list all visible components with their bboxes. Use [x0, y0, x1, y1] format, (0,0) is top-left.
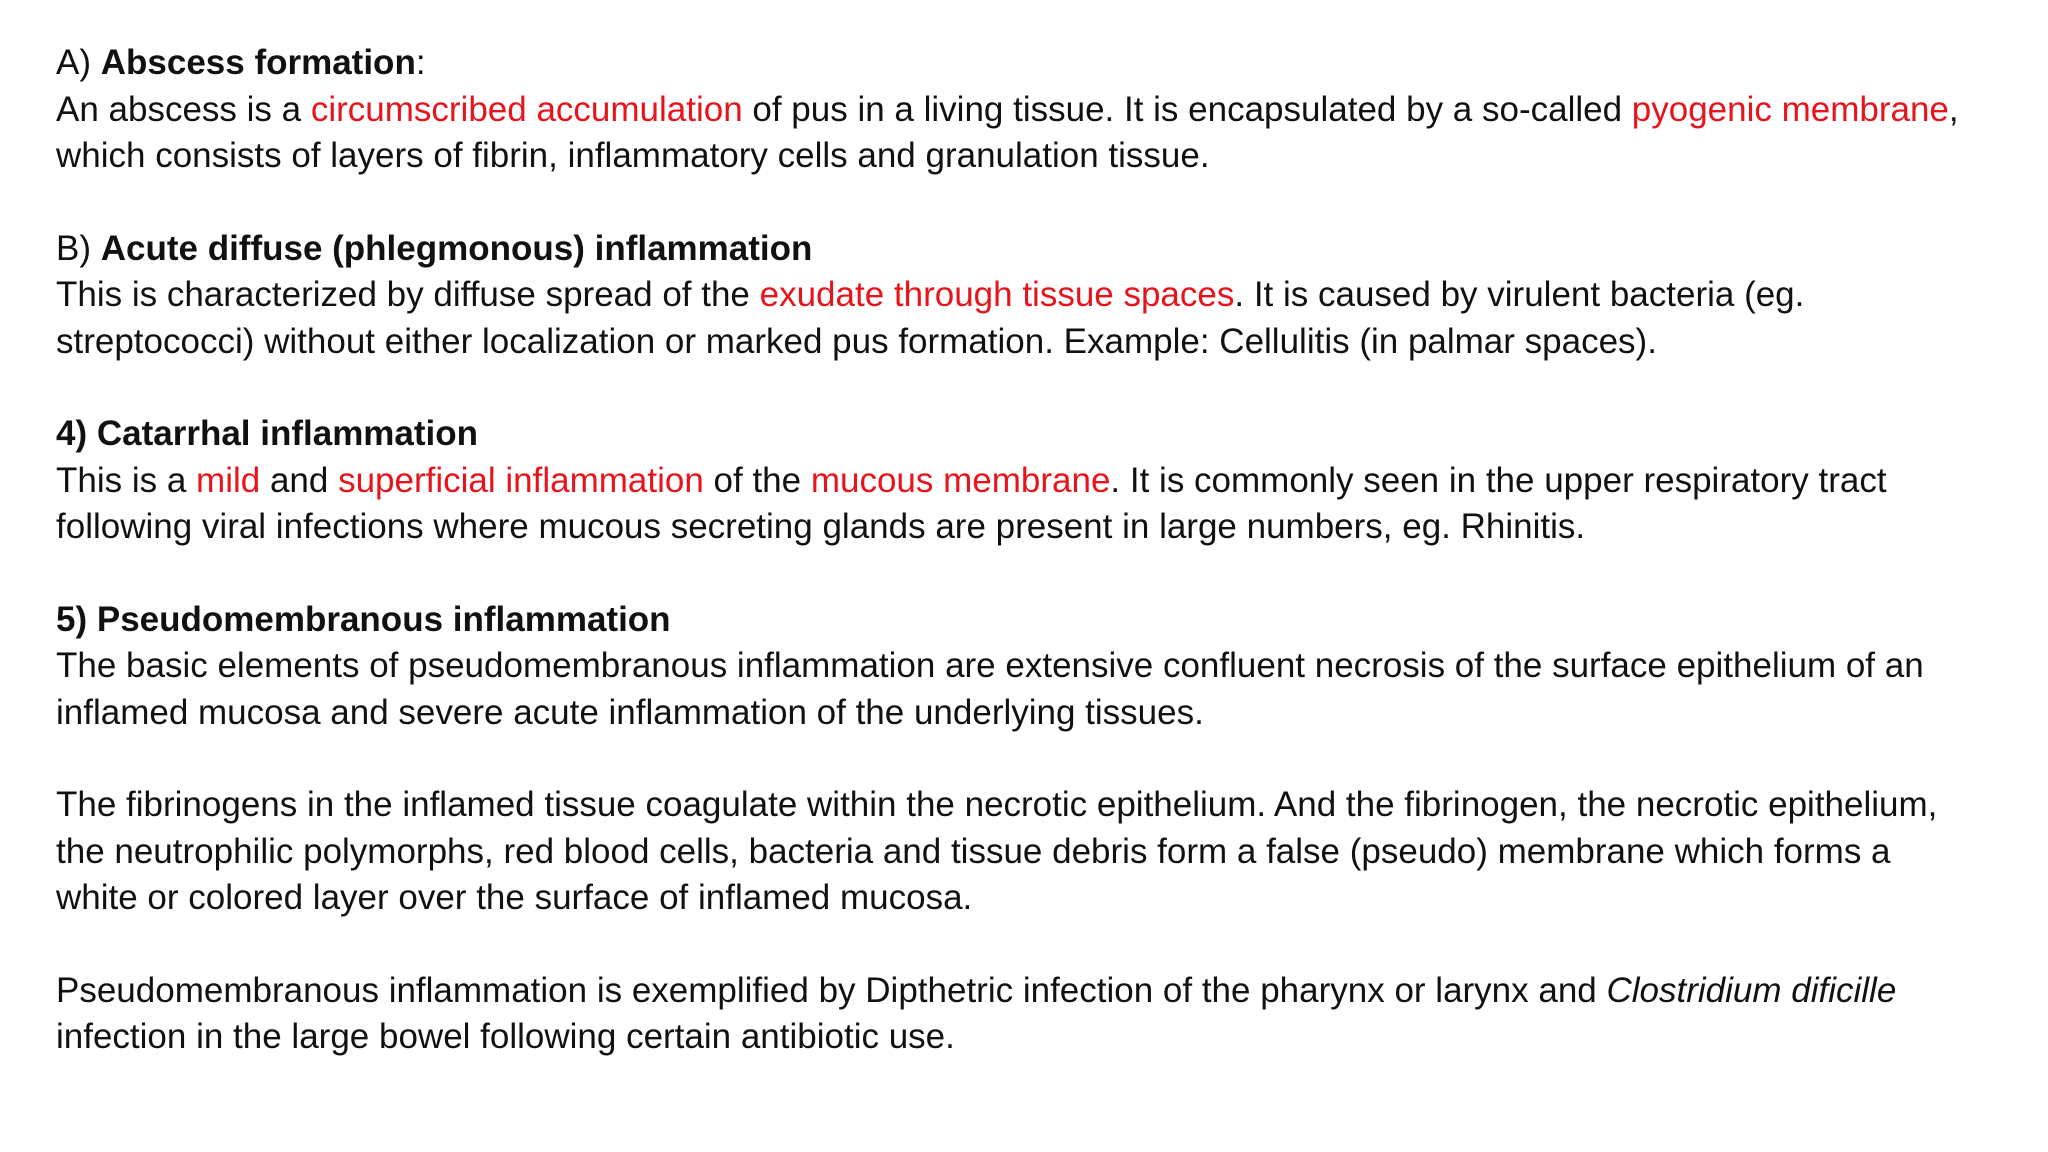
body-text: Pseudomembranous inflammation is exemplified by Dipthetric infection of the pharynx or larynx and [56, 970, 1607, 1010]
section-catarrhal-inflammation [56, 411, 1988, 551]
section-heading-line [56, 40, 1988, 87]
section-pseudomembranous-inflammation [56, 597, 1988, 737]
highlight-text: pyogenic membrane [1631, 89, 1949, 129]
body-text: An abscess is a [56, 89, 311, 129]
section-acute-diffuse-inflammation [56, 226, 1988, 366]
section-abscess-formation [56, 40, 1988, 180]
highlight-text: superficial inflammation [338, 460, 704, 500]
body-text: This is characterized by diffuse spread of the [56, 275, 760, 314]
body-line: following viral infections where mucous secreting glands are present in large numbers, eg. Rhinitis. [56, 507, 1586, 546]
highlight-text: mucous membrane [810, 460, 1111, 500]
organism-name: Clostridium dificille [1606, 970, 1897, 1010]
section-heading: Abscess formation [100, 43, 416, 82]
highlight-text: mild [196, 460, 261, 500]
section-heading-line [56, 226, 1988, 273]
body-text: , [1948, 89, 1959, 129]
body-line: infection in the large bowel following certain antibiotic use. [56, 1017, 955, 1056]
body-text: This is a [56, 460, 197, 500]
paragraph-fibrinogens [56, 782, 1988, 922]
body-line: white or colored layer over the surface of inflamed mucosa. [56, 878, 973, 917]
heading-colon: : [415, 43, 426, 82]
section-heading: Acute diffuse (phlegmonous) inflammation [100, 228, 813, 268]
body-line: the neutrophilic polymorphs, red blood cells, bacteria and tissue debris form a false (pseudo) membrane which forms a [56, 831, 1891, 871]
body-line [56, 968, 1988, 1015]
body-line: The basic elements of pseudomembranous inflammation are extensive confluent necrosis of the surface epithelium of an [56, 646, 1924, 685]
section-prefix: B) [56, 228, 101, 268]
body-text: and [260, 460, 339, 500]
body-text: . It is commonly seen in the upper respiratory tract [1110, 460, 1887, 500]
body-line: inflamed mucosa and severe acute inflammation of the underlying tissues. [56, 692, 1204, 732]
body-line: The fibrinogens in the inflamed tissue coagulate within the necrotic epithelium. And the fibrinogen, the necrotic epithelium, [56, 785, 1938, 824]
body-line [56, 87, 1988, 134]
body-text: . It is caused by virulent bacteria (eg. [1234, 275, 1805, 314]
body-line [56, 272, 1988, 319]
section-prefix: A) [56, 43, 101, 82]
highlight-text: circumscribed accumulation [310, 89, 743, 129]
body-line [56, 458, 1988, 505]
body-text: of the [703, 460, 811, 500]
paragraph-examples [56, 968, 1988, 1061]
body-line: which consists of layers of fibrin, inflammatory cells and granulation tissue. [56, 136, 1210, 175]
highlight-text: exudate through tissue spaces [759, 275, 1235, 314]
body-text: of pus in a living tissue. It is encapsulated by a so-called [742, 89, 1632, 129]
section-heading: 5) Pseudomembranous inflammation [56, 599, 671, 639]
section-heading: 4) Catarrhal inflammation [56, 414, 479, 453]
body-line: streptococci) without either localization or marked pus formation. Example: Cellulitis (in palmar spaces). [56, 321, 1657, 361]
